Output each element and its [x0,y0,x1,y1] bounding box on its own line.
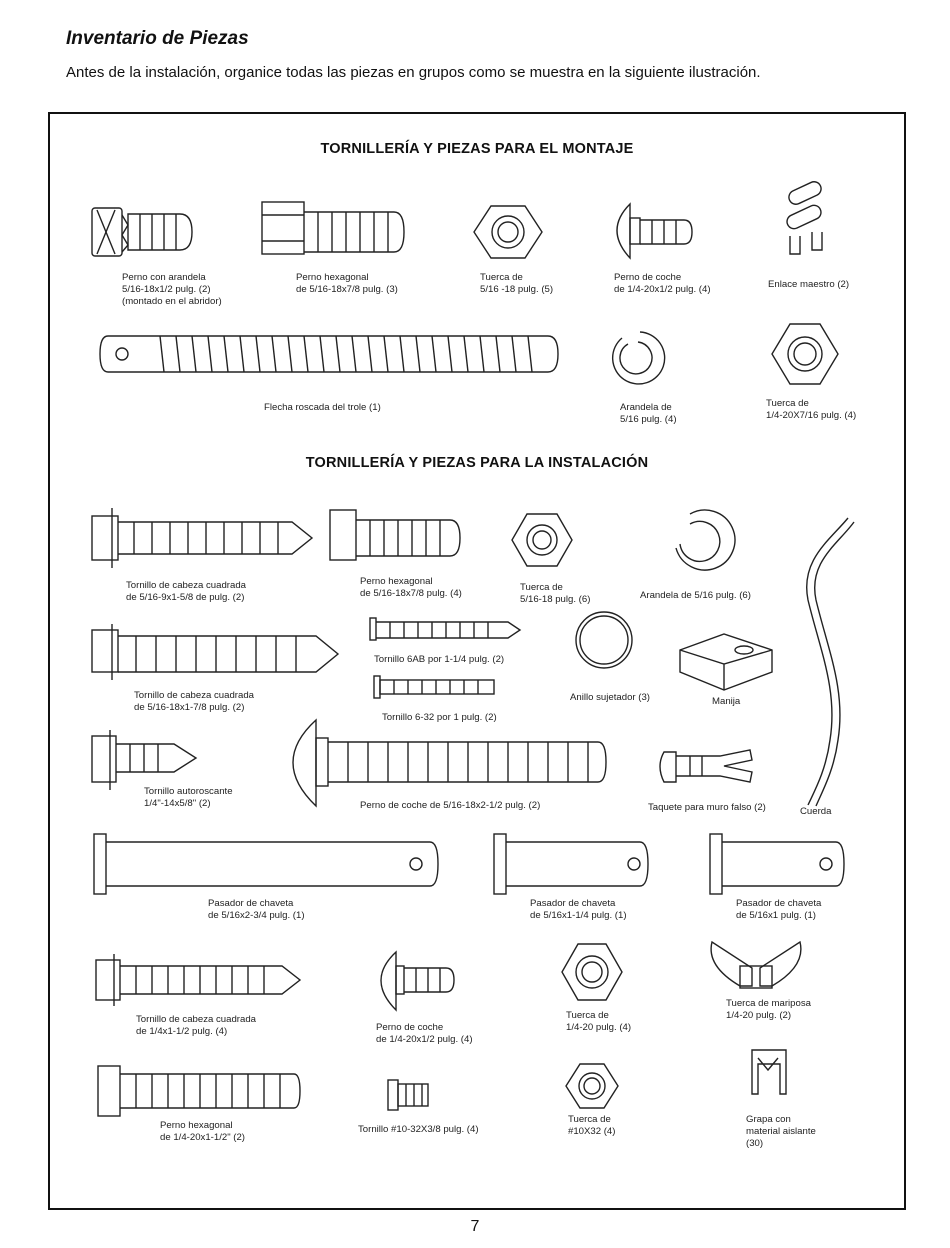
drywall-anchor-icon [660,750,752,782]
lag-screw-icon [96,954,300,1006]
label-wing-nut: Tuerca de mariposa 1/4-20 pulg. (2) [726,998,811,1021]
lock-washer-icon [676,510,735,570]
wing-nut-icon [711,942,801,988]
label-hex-nut: Tuerca de 5/16 -18 pulg. (5) [480,272,554,295]
label-carriage-bolt-long: Perno de coche de 5/16-18x2-1/2 pulg. (2) [360,800,541,811]
hex-bolt-icon [330,510,460,560]
carriage-bolt-icon [617,204,692,258]
label-rope: Cuerda [800,806,832,817]
label-washer-bolt: Perno con arandela 5/16-18x1/2 pulg. (2) (montado en el abridor) [122,272,222,307]
section-title-installation: TORNILLERÍA Y PIEZAS PARA LA INSTALACIÓN [305,455,649,471]
label-lag-screw: Tornillo de cabeza cuadrada de 1/4x1-1/2 pulg. (4) [136,1014,257,1037]
label-screw-6ab: Tornillo 6AB por 1-1/4 pulg. (2) [374,654,505,665]
label-lock-washer: Arandela de 5/16 pulg. (6) [640,590,751,601]
label-clevis-pin: Pasador de chaveta de 5/16x1-1/4 pulg. (1) [530,898,627,921]
self-tapping-screw-icon [92,730,196,790]
label-master-link: Enlace maestro (2) [768,279,850,290]
section-title-mounting: TORNILLERÍA Y PIEZAS PARA EL MONTAJE [320,141,634,157]
clevis-pin-icon [494,834,648,894]
hex-nut-icon [512,514,572,566]
label-hex-bolt: Perno hexagonal de 5/16-18x7/8 pulg. (3) [296,272,398,295]
label-hex-bolt: Perno hexagonal de 1/4-20x1-1/2" (2) [160,1120,245,1143]
label-hex-bolt: Perno hexagonal de 5/16-18x7/8 pulg. (4) [360,576,462,599]
carriage-bolt-icon [381,952,454,1010]
label-lock-washer: Arandela de 5/16 pulg. (4) [620,402,677,425]
kep-nut-icon [562,944,622,1000]
insulated-staple-icon [752,1050,786,1094]
label-lag-screw: Tornillo de cabeza cuadrada de 5/16-18x1-7/8 pulg. (2) [134,690,255,713]
label-screw-632: Tornillo 6-32 por 1 pulg. (2) [382,712,497,723]
lock-washer-icon [613,332,665,384]
carriage-bolt-icon [293,720,606,806]
screw-icon [370,618,520,640]
page-title: Inventario de Piezas [66,28,249,49]
label-screw-10: Tornillo #10-32X3/8 pulg. (4) [358,1124,479,1135]
lag-screw-icon [92,624,338,680]
label-clevis-pin: Pasador de chaveta de 5/16x2-3/4 pulg. (1) [208,898,305,921]
label-drywall-anchor: Taquete para muro falso (2) [648,802,766,813]
hex-nut-icon [474,206,542,258]
lag-screw-icon [92,508,312,568]
label-threaded-shaft: Flecha roscada del trole (1) [264,402,381,413]
label-hex-nut: Tuerca de 5/16-18 pulg. (6) [520,582,591,605]
clevis-pin-icon [94,834,438,894]
handle-icon [680,634,772,690]
label-kep-nut: Tuerca de 1/4-20X7/16 pulg. (4) [766,398,857,421]
kep-nut-icon [772,324,838,384]
label-lag-screw: Tornillo de cabeza cuadrada de 5/16-9x1-5/8 de pulg. (2) [126,580,247,603]
threaded-shaft-icon [100,336,558,372]
master-link-icon [785,179,824,254]
clevis-pin-icon [710,834,844,894]
label-carriage-bolt: Perno de coche de 1/4-20x1/2 pulg. (4) [614,272,711,295]
label-clevis-pin: Pasador de chaveta de 5/16x1 pulg. (1) [736,898,822,921]
label-kep-nut: Tuerca de 1/4-20 pulg. (4) [566,1010,632,1033]
label-carriage-bolt: Perno de coche de 1/4-20x1/2 pulg. (4) [376,1022,473,1045]
screw-icon [374,676,494,698]
label-insulated-staple: Grapa con material aislante (30) [746,1114,816,1149]
label-self-tapping-screw: Tornillo autoroscante 1/4"-14x5/8" (2) [144,786,233,809]
intro-text: Antes de la instalación, organice todas las piezas en grupos como se muestra en la siguiente ilustración. [66,64,761,81]
hex-bolt-icon [262,202,404,254]
kep-nut-icon [566,1064,618,1108]
label-kep-nut: Tuerca de #10X32 (4) [568,1114,616,1137]
washer-bolt-icon [92,208,192,256]
screw-icon [388,1080,428,1110]
retaining-ring-icon [576,612,632,668]
page-number: 7 [470,1218,480,1235]
hex-bolt-icon [98,1066,300,1116]
rope-icon [807,518,854,806]
label-handle: Manija [712,696,741,707]
label-retaining-ring: Anillo sujetador (3) [570,692,650,703]
